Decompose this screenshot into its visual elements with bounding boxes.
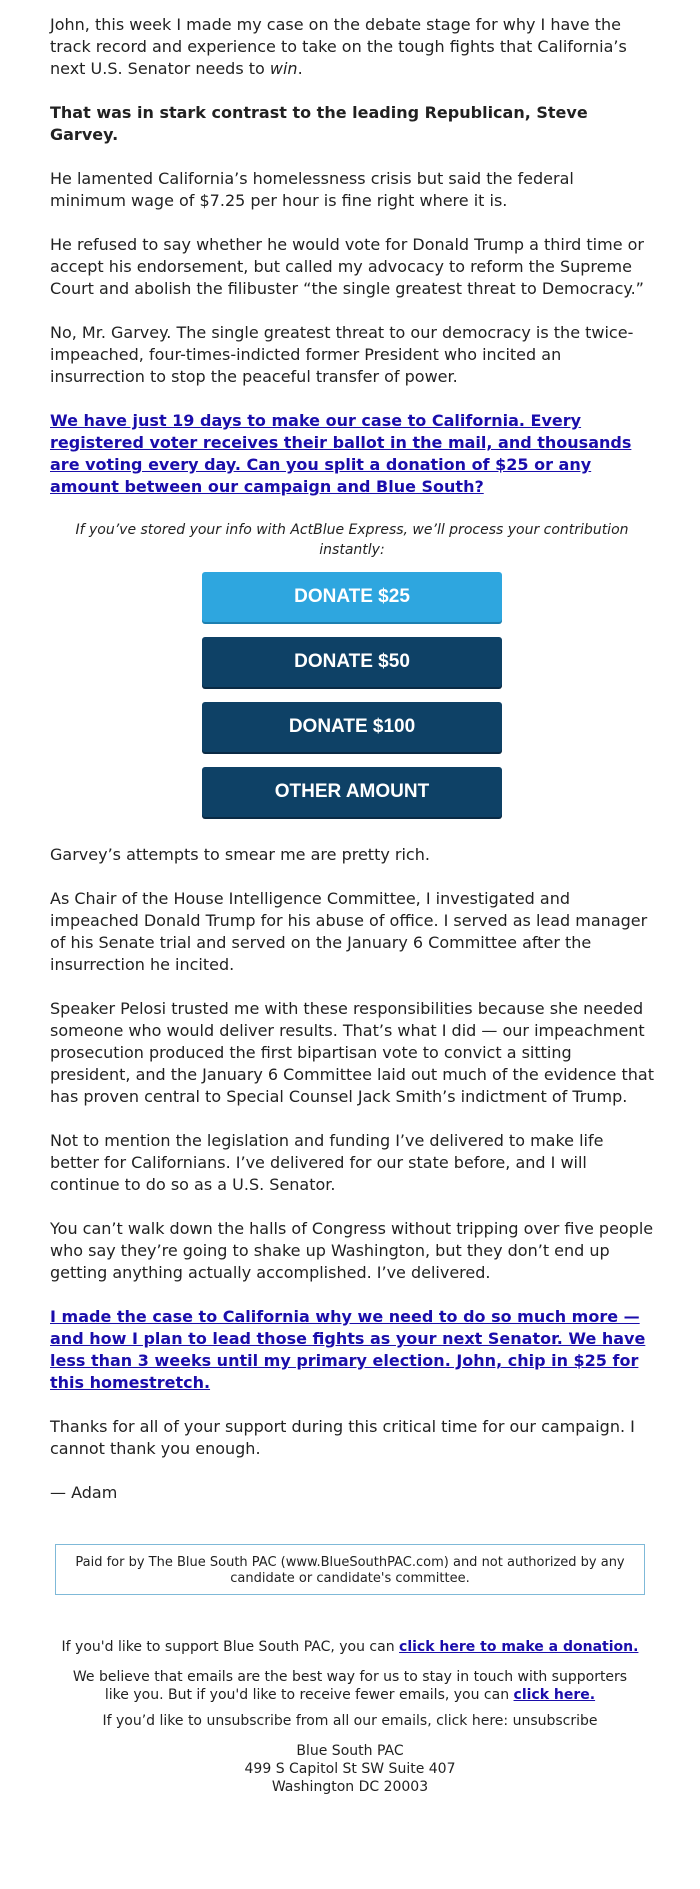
paragraph-congress: You can’t walk down the halls of Congress without tripping over five people who say they’re going to shake up Washington, but they don’t end up getting anything actually accomplished. I’ve delivered. (50, 1219, 654, 1282)
footer-fewer-emails: We believe that emails are the best way for us to stay in touch with supporters like you. But if you'd like to receive fewer emails, you can click here. (72, 1669, 628, 1703)
paragraph-trump-vote: He refused to say whether he would vote for Donald Trump a third time or accept his endorsement, but called my advocacy to reform the Supreme Court and abolish the filibuster “the single greatest threat to Democracy.” (50, 235, 644, 298)
donate-50-button[interactable]: DONATE $50 (202, 637, 502, 687)
paragraph-cta-1 (50, 410, 654, 498)
address-line-1: 499 S Capitol St SW Suite 407 (244, 1761, 456, 1777)
unsubscribe-link[interactable]: unsubscribe (512, 1713, 598, 1729)
emphasis-win: win (269, 59, 298, 78)
footer-address (60, 1742, 640, 1796)
donate-25-button[interactable]: DONATE $25 (202, 572, 502, 622)
paragraph-intro: John, this week I made my case on the debate stage for why I have the track record and experience to take on the tough fights that California’s next U.S. Senator needs to win. (50, 15, 627, 78)
paragraph-homelessness: He lamented California’s homelessness crisis but said the federal minimum wage of $7.25 per hour is fine right where it is. (50, 169, 574, 210)
paragraph-smear: Garvey’s attempts to smear me are pretty rich. (50, 845, 430, 864)
org-name: Blue South PAC (296, 1743, 404, 1759)
donate-100-button[interactable]: DONATE $100 (202, 702, 502, 752)
footer-unsubscribe-line: If you’d like to unsubscribe from all our emails, click here: unsubscribe (102, 1713, 598, 1729)
fewer-emails-link[interactable]: click here. (513, 1687, 596, 1703)
paragraph-thanks: Thanks for all of your support during this critical time for our campaign. I cannot thank you enough. (50, 1417, 635, 1458)
cta-link-split-donation[interactable]: We have just 19 days to make our case to California. Every registered voter receives their ballot in the mail, and thousands are voting every day. Can you split a donation of $25 or any amount between our campaign and Blue South? (50, 411, 632, 496)
actblue-express-note: If you’ve stored your info with ActBlue Express, we’ll process your contribution instantly: (75, 522, 629, 558)
paragraph-threat: No, Mr. Garvey. The single greatest threat to our democracy is the twice-impeached, four-times-indicted former President who incited an insurrection to stop the peaceful transfer of power. (50, 323, 634, 386)
other-amount-button[interactable]: OTHER AMOUNT (202, 767, 502, 817)
paragraph-pelosi: Speaker Pelosi trusted me with these responsibilities because she needed someone who would deliver results. That’s what I did — our impeachment prosecution produced the first bipartisan vote to convict a sitting president, and the January 6 Committee laid out much of the evidence that has proven central to Special Counsel Jack Smith’s indictment of Trump. (50, 999, 654, 1106)
make-donation-link[interactable]: click here to make a donation. (399, 1639, 639, 1655)
signoff: — Adam (50, 1483, 118, 1502)
paragraph-contrast: That was in stark contrast to the leading Republican, Steve Garvey. (50, 103, 588, 144)
cta-link-homestretch[interactable]: I made the case to California why we need to do so much more — and how I plan to lead those fights as your next Senator. We have less than 3 weeks until my primary election. John, chip in $25 for this homestretch. (50, 1307, 646, 1392)
donate-button-group (50, 572, 654, 817)
address-line-2: Washington DC 20003 (271, 1779, 429, 1795)
email-body (50, 14, 654, 1526)
paragraph-cta-2 (50, 1306, 654, 1394)
paid-for-disclaimer: Paid for by The Blue South PAC (www.BlueSouthPAC.com) and not authorized by any candidate or candidate's committee. (55, 1544, 645, 1595)
paragraph-legislation: Not to mention the legislation and funding I’ve delivered to make life better for Californians. I’ve delivered for our state before, and I will continue to do so as a U.S. Senator. (50, 1131, 604, 1194)
paragraph-intelligence-chair: As Chair of the House Intelligence Committee, I investigated and impeached Donald Trump for his abuse of office. I served as lead manager of his Senate trial and served on the January 6 Committee after the insurrection he incited. (50, 889, 648, 974)
footer-support-line: If you'd like to support Blue South PAC, you can click here to make a donation. (61, 1639, 639, 1655)
